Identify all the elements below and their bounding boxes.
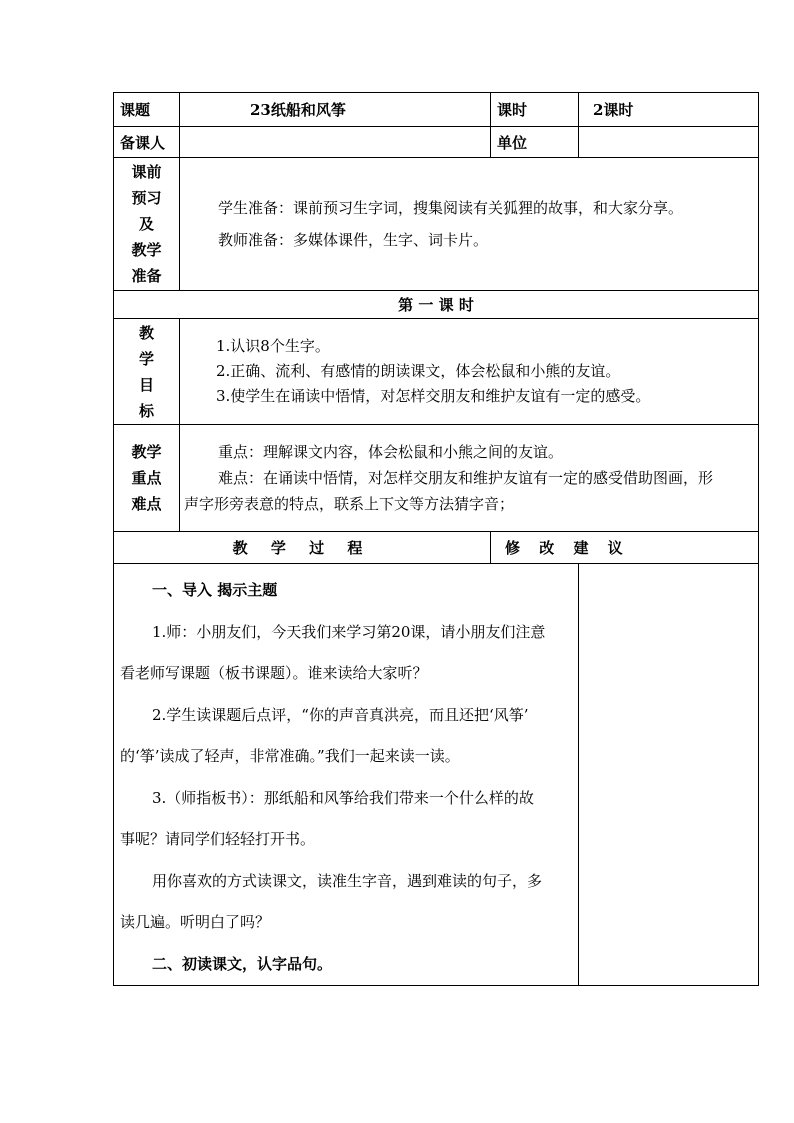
unit-label: 单位 (491, 127, 579, 158)
goal-item: 3.使学生在诵读中悟情，对怎样交朋友和维护友谊有一定的感受。 (216, 387, 651, 405)
process-paragraph: 二、初读课文，认字品句。 (152, 954, 333, 973)
row-process-header (114, 532, 759, 564)
teacher-preparation: 教师准备：多媒体课件，生字、词卡片。 (218, 231, 489, 249)
topic-value: 23纸船和风筝 (180, 93, 491, 127)
key-points-label: 教学 重点 难点 (114, 425, 180, 532)
preparer-value (180, 127, 491, 158)
lesson-title: 第 一 课 时 (114, 291, 759, 319)
unit-value (579, 127, 759, 158)
key-points-content (180, 425, 759, 532)
row-preparer (114, 127, 759, 158)
goal-item: 1.认识8个生字。 (216, 337, 330, 355)
row-key-points (114, 425, 759, 532)
difficulty-text: 难点：在诵读中悟情，对怎样交朋友和维护友谊有一定的感受借助图画，形 (218, 469, 714, 487)
difficulty-text-cont: 声字形旁表意的特点，联系上下文等方法猜字音； (184, 495, 515, 513)
revise-header: 修 改 建 议 (491, 532, 759, 564)
process-paragraph: 一、导入 揭示主题 (152, 581, 278, 599)
row-topic (114, 93, 759, 127)
process-header: 教 学 过 程 (114, 532, 491, 564)
preparer-label: 备课人 (114, 127, 180, 158)
process-paragraph: 的‘筝’读成了轻声，非常准确。”我们一起来读一读。 (120, 747, 460, 765)
process-paragraph: 2.学生读课题后点评，“你的声音真洪亮，而且还把‘风筝’ (152, 705, 529, 724)
hours-value: 2课时 (579, 93, 759, 127)
process-paragraph: 事呢？请同学们轻轻打开书。 (120, 830, 316, 848)
process-paragraph: 3.（师指板书）：那纸船和风筝给我们带来一个什么样的故 (152, 788, 534, 807)
row-preparation (114, 158, 759, 291)
row-process (114, 564, 759, 986)
goals-content (180, 319, 759, 425)
goals-label: 教 学 目 标 (114, 319, 180, 425)
process-paragraph: 1.师：小朋友们，今天我们来学习第20课，请小朋友们注意 (152, 622, 546, 641)
preparation-content (180, 158, 759, 291)
process-paragraph: 看老师写课题（板书课题）。谁来读给大家听？ (120, 664, 428, 682)
preparation-label: 课前 预习 及 教学 准备 (114, 158, 180, 291)
revise-content (579, 564, 759, 986)
focus-text: 重点：理解课文内容，体会松鼠和小熊之间的友谊。 (218, 443, 564, 461)
process-paragraph: 用你喜欢的方式读课文，读准生字音，遇到难读的句子，多 (152, 871, 543, 890)
goal-item: 2.正确、流利、有感情的朗读课文，体会松鼠和小熊的友谊。 (216, 362, 621, 380)
row-lesson-title (114, 291, 759, 319)
hours-label: 课时 (491, 93, 579, 127)
lesson-plan-table (113, 92, 759, 986)
process-content (114, 564, 579, 986)
row-goals (114, 319, 759, 425)
topic-label: 课题 (114, 93, 180, 127)
student-preparation: 学生准备：课前预习生字词，搜集阅读有关狐狸的故事，和大家分享。 (218, 199, 684, 217)
process-paragraph: 读几遍。听明白了吗？ (120, 913, 271, 931)
